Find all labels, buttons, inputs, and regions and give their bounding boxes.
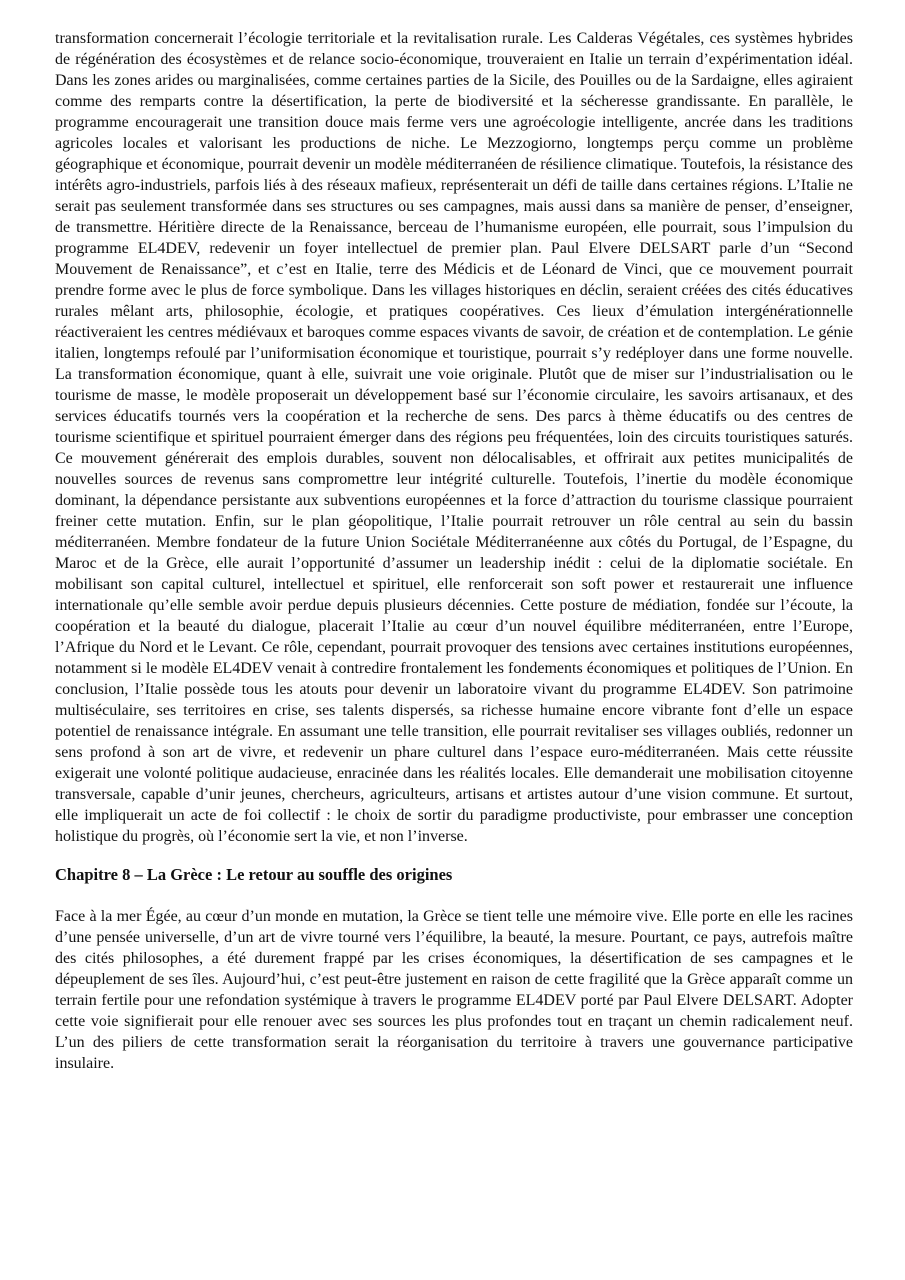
body-paragraph-italy-conclusion: transformation concernerait l’écologie territoriale et la revitalisation rurale. Les Calderas Végétales, ces systèmes hybrides de régénération des écosystèmes et de relance socio-économique, trouveraient en Italie un terrain d’expérimentation idéal. Dans les zones arides ou marginalisées, comme certaines parties de la Sicile, des Pouilles ou de la Sardaigne, elles agiraient comme des remparts contre la désertification, la perte de biodiversité et la sécheresse grandissante. En parallèle, le programme encouragerait une transition douce mais ferme vers une agroécologie intelligente, ancrée dans les traditions agricoles locales et valorisant les productions de niche. Le Mezzogiorno, longtemps perçu comme un problème géographique et économique, pourrait devenir un modèle méditerranéen de résilience climatique. Toutefois, la résistance des intérêts agro-industriels, parfois liés à des réseaux mafieux, représenterait un défi de taille dans certaines régions. L’Italie ne serait pas seulement transformée dans ses structures ou ses campagnes, mais aussi dans sa manière de penser, d’enseigner, de transmettre. Héritière directe de la Renaissance, berceau de l’humanisme européen, elle pourrait, sous l’impulsion du programme EL4DEV, redevenir un foyer intellectuel de premier plan. Paul Elvere DELSART parle d’un “Second Mouvement de Renaissance”, et c’est en Italie, terre des Médicis et de Léonard de Vinci, que ce mouvement pourrait prendre forme avec le plus de force symbolique. Dans les villages historiques en déclin, seraient créées des cités éducatives rurales mêlant arts, philosophie, écologie, et pratiques coopératives. Ces lieux d’émulation intergénérationnelle réactiveraient les centres médiévaux et baroques comme espaces vivants de savoir, de création et de contemplation. Le génie italien, longtemps refoulé par l’uniformisation économique et touristique, pourrait s’y redéployer dans une forme nouvelle. La transformation économique, quant à elle, suivrait une voie originale. Plutôt que de miser sur l’industrialisation ou le tourisme de masse, le modèle proposerait un développement basé sur l’économie circulaire, les savoirs artisanaux, et des services éducatifs tournés vers la coopération et la recherche de sens. Des parcs à thème éducatifs ou des centres de tourisme scientifique et spirituel pourraient émerger dans des régions peu fréquentées, loin des circuits touristiques saturés. Ce mouvement générerait des emplois durables, souvent non délocalisables, et offrirait aux petites municipalités de nouvelles sources de revenus sans compromettre leur intégrité culturelle. Toutefois, l’inertie du modèle économique dominant, la dépendance persistante aux subventions européennes et la force d’attraction du tourisme classique pourraient freiner cette mutation. Enfin, sur le plan géopolitique, l’Italie pourrait retrouver un rôle central au sein du bassin méditerranéen. Membre fondateur de la future Union Sociétale Méditerranéenne aux côtés du Portugal, de l’Espagne, du Maroc et de la Grèce, elle aurait l’opportunité d’assumer un leadership inédit : celui de la diplomatie sociétale. En mobilisant son capital culturel, intellectuel et spirituel, elle renforcerait son soft power et restaurerait une influence internationale qu’elle semble avoir perdue depuis plusieurs décennies. Cette posture de médiation, fondée sur l’écoute, la coopération et la beauté du dialogue, placerait l’Italie au cœur d’un nouvel équilibre méditerranéen, entre l’Europe, l’Afrique du Nord et le Levant. Ce rôle, cependant, pourrait provoquer des tensions avec certaines institutions européennes, notamment si le modèle EL4DEV venait à contredire frontalement les fondements économiques et politiques de l’Union. En conclusion, l’Italie possède tous les atouts pour devenir un laboratoire vivant du programme EL4DEV. Son patrimoine multiséculaire, ses territoires en crise, ses talents dispersés, sa richesse humaine encore vibrante font d’elle un espace potentiel de renaissance intégrale. En assumant une telle transition, elle pourrait revitaliser ses villages oubliés, redonner un sens profond à son art de vivre, et redevenir un phare culturel dans l’espace euro-méditerranéen. Mais cette réussite exigerait une volonté politique audacieuse, enracinée dans les réalités locales. Elle demanderait une mobilisation citoyenne transversale, capable d’unir jeunes, chercheurs, agriculteurs, artisans et artistes autour d’une vision commune. Et surtout, elle impliquerait un acte de foi collectif : le choix de sortir du paradigme productiviste, pour embrasser une conception holistique du progrès, où l’économie sert la vie, et non l’inverse.: [55, 30, 853, 845]
body-paragraph-greece-intro: Face à la mer Égée, au cœur d’un monde en mutation, la Grèce se tient telle une mémoire vive. Elle porte en elle les racines d’une pensée universelle, d’un art de vivre tourné vers l’équilibre, la beauté, la mesure. Pourtant, ce pays, autrefois maître des cités philosophes, a été durement frappé par les crises économiques, la désertification de ses campagnes et le dépeuplement de ses îles. Aujourd’hui, c’est peut-être justement en raison de cette fragilité que la Grèce apparaît comme un terrain fertile pour une refondation systémique à travers le programme EL4DEV porté par Paul Elvere DELSART. Adopter cette voie signifierait pour elle renouer avec ses sources les plus profondes tout en traçant un chemin radicalement neuf. L’un des piliers de cette transformation serait la réorganisation du territoire à travers une gouvernance participative insulaire.: [55, 908, 853, 1072]
chapter-heading: Chapitre 8 – La Grèce : Le retour au souffle des origines: [55, 865, 453, 884]
document-page: [55, 28, 853, 1074]
